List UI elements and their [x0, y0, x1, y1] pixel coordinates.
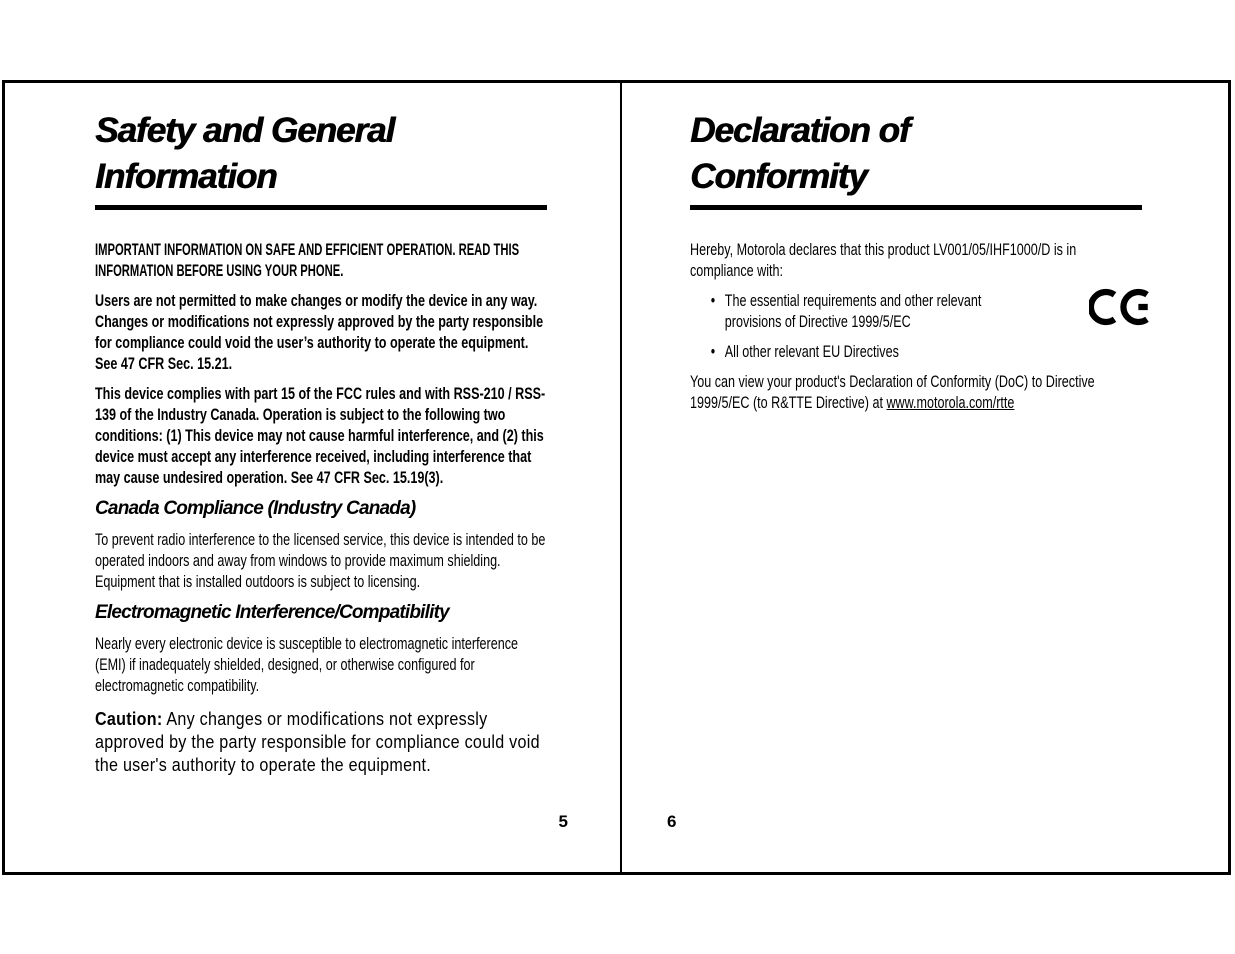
doc-view-paragraph	[690, 371, 1141, 413]
bullet-text-essential-requirements: The essential requirements and other relevant provisions of Directive 1999/5/EC	[724, 291, 982, 331]
modifications-paragraph: Users are not permitted to make changes or modify the device in any way. Changes or modifications not expressly approved by the party responsible for compliance could void the user’s authority to operate the equipment. See 47 CFR Sec. 15.21.	[95, 291, 544, 373]
caution-text: Any changes or modifications not expressly approved by the party responsible for compliance could void the user's authority to operate the equipment.	[95, 709, 540, 775]
title-rule	[690, 205, 1142, 210]
important-notice-text: IMPORTANT INFORMATION ON SAFE AND EFFICIENT OPERATION. READ THIS INFORMATION BEFORE USING YOUR PHONE.	[95, 240, 520, 280]
page-conformity-content	[690, 83, 1142, 413]
caution-paragraph	[95, 708, 547, 777]
directives-bullet-list	[690, 290, 1024, 362]
list-item	[711, 290, 1025, 332]
bullet-icon: •	[710, 291, 716, 310]
page-title-line: Safety and General	[95, 111, 395, 150]
canada-compliance-paragraph: To prevent radio interference to the licensed service, this device is intended to be operated indoors and away from windows to provide maximum shielding. Equipment that is installed outdoors is subject to licensing.	[95, 530, 546, 591]
motorola-rtte-link[interactable]: www.motorola.com/rtte	[886, 393, 1015, 412]
page-safety-content	[95, 83, 547, 777]
list-item	[711, 341, 1025, 362]
page-safety-information	[5, 83, 622, 872]
page-number-6: 6	[667, 812, 677, 831]
electromagnetic-interference-paragraph: Nearly every electronic device is susceptible to electromagnetic interference (EMI) if inadequately shielded, designed, or otherwise configured for electromagnetic compatibility.	[95, 634, 519, 695]
page-title-line: Declaration of	[690, 111, 910, 150]
page-number-5: 5	[558, 812, 568, 831]
page-title-conformity	[690, 108, 1142, 200]
heading-canada-compliance: Canada Compliance (Industry Canada)	[95, 498, 416, 519]
manual-spread	[2, 80, 1231, 875]
bullet-icon: •	[710, 342, 716, 361]
page-title-safety	[95, 108, 547, 200]
bullet-text-eu-directives: All other relevant EU Directives	[724, 342, 899, 361]
heading-electromagnetic-interference: Electromagnetic Interference/Compatibility	[95, 602, 449, 623]
page-title-line: Conformity	[690, 157, 867, 196]
page-title-line: Information	[95, 157, 277, 196]
page-declaration-of-conformity	[622, 83, 1228, 872]
caution-label: Caution:	[95, 709, 163, 729]
fcc-compliance-paragraph: This device complies with part 15 of the FCC rules and with RSS-210 / RSS-139 of the Industry Canada. Operation is subject to the following two conditions: (1) This device may not cause harmful interference, and (2) this device must accept any interference received, including interference that may cause undesired operation. See 47 CFR Sec. 15.19(3).	[95, 384, 546, 487]
doc-view-text: You can view your product's Declaration of Conformity (DoC) to Directive 1999/5/EC (to R&TTE Directive) at	[690, 372, 1095, 412]
title-rule	[95, 205, 547, 210]
ce-mark-icon	[1089, 288, 1159, 326]
conformity-intro-paragraph: Hereby, Motorola declares that this product LV001/05/IHF1000/D is in compliance with:	[690, 240, 1077, 280]
